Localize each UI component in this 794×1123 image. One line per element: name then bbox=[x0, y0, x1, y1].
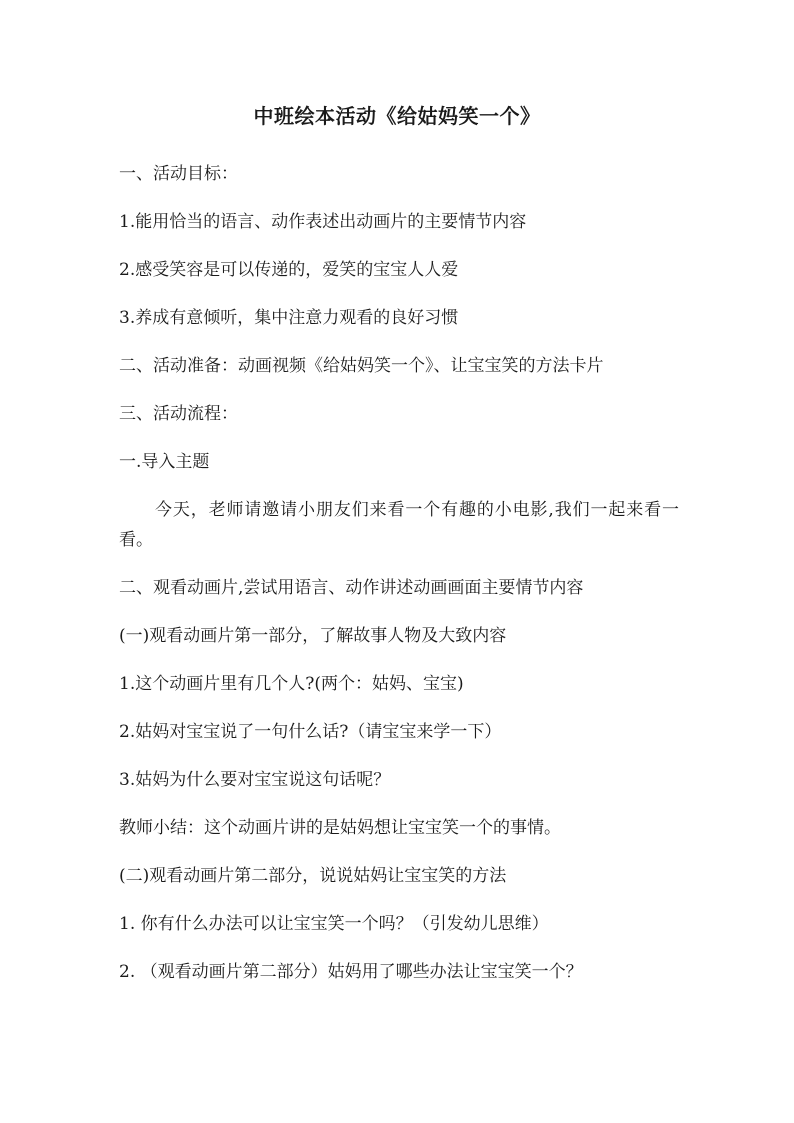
question-item-4: 1. 你有什么办法可以让宝宝笑一个吗？（引发幼儿思维） bbox=[119, 914, 549, 934]
step-heading-watch: 二、观看动画片,尝试用语言、动作讲述动画画面主要情节内容 bbox=[119, 578, 584, 598]
section-heading-goals: 一、活动目标： bbox=[119, 164, 238, 184]
question-item-5: 2. （观看动画片第二部分）姑妈用了哪些办法让宝宝笑一个？ bbox=[119, 962, 583, 982]
question-item-1: 1.这个动画片里有几个人?(两个：姑妈、宝宝) bbox=[119, 674, 464, 694]
section-heading-process: 三、活动流程： bbox=[119, 404, 238, 424]
page-title: 中班绘本活动《给姑妈笑一个》 bbox=[253, 104, 541, 128]
teacher-summary: 教师小结：这个动画片讲的是姑妈想让宝宝笑一个的事情。 bbox=[119, 818, 561, 838]
goal-item-3: 3.养成有意倾听，集中注意力观看的良好习惯 bbox=[119, 308, 459, 328]
subsection-heading-part1: (一)观看动画片第一部分，了解故事人物及大致内容 bbox=[119, 626, 507, 646]
section-heading-preparation: 二、活动准备：动画视频《给姑妈笑一个》、让宝宝笑的方法卡片 bbox=[119, 356, 604, 376]
goal-item-1: 1.能用恰当的语言、动作表述出动画片的主要情节内容 bbox=[119, 212, 527, 232]
subsection-heading-part2: (二)观看动画片第二部分，说说姑妈让宝宝笑的方法 bbox=[119, 866, 507, 886]
goal-item-2: 2.感受笑容是可以传递的，爱笑的宝宝人人爱 bbox=[119, 260, 459, 280]
question-item-3: 3.姑妈为什么要对宝宝说这句话呢？ bbox=[119, 770, 391, 790]
question-item-2: 2.姑妈对宝宝说了一句什么话?（请宝宝来学一下） bbox=[119, 722, 502, 742]
step-heading-intro: 一.导入主题 bbox=[119, 452, 210, 472]
intro-paragraph: 今天，老师请邀请小朋友们来看一个有趣的小电影,我们一起来看一看。 bbox=[119, 500, 679, 550]
